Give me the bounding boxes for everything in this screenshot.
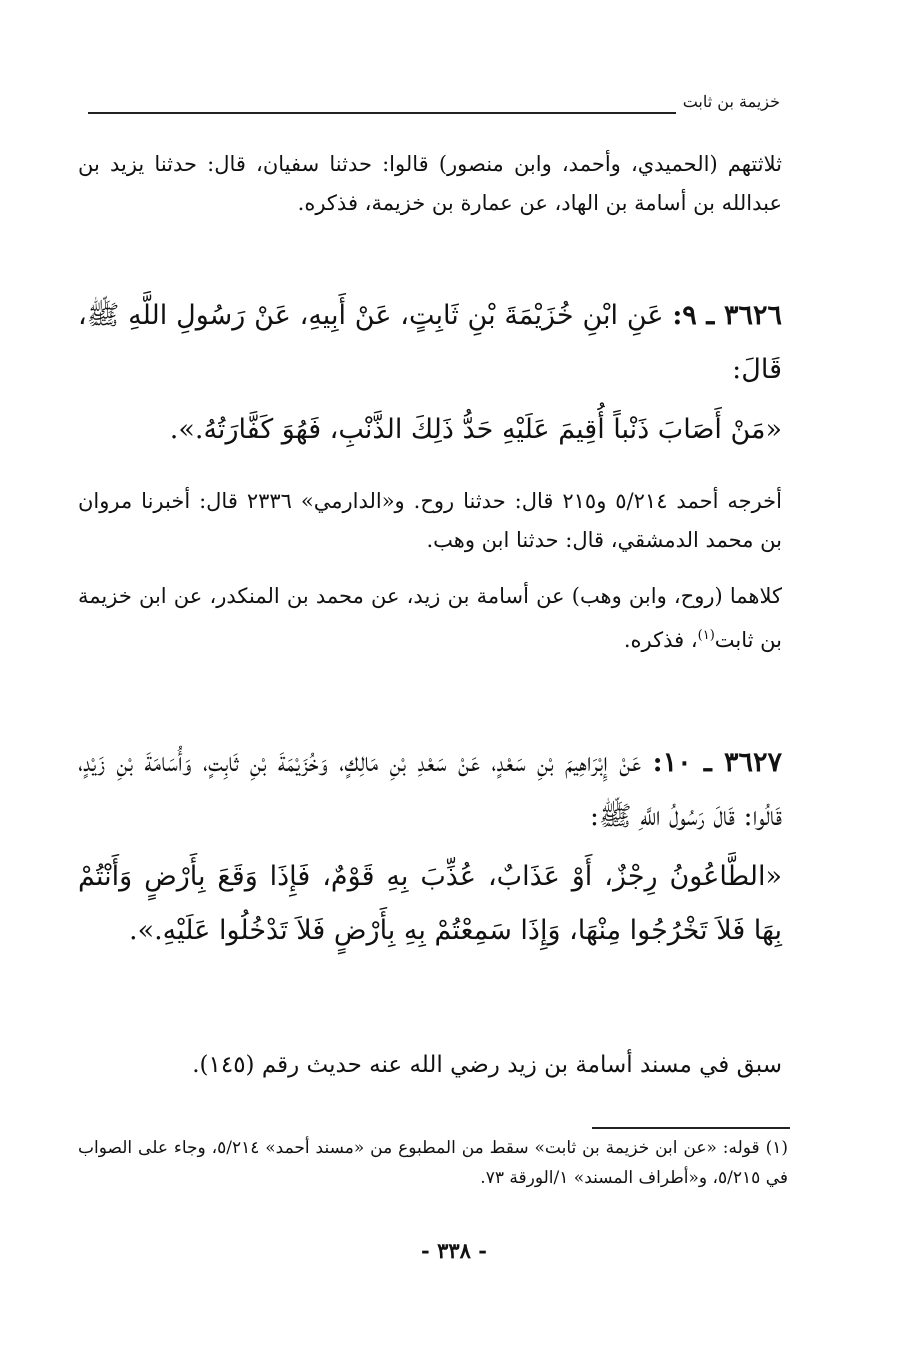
page-number: - ٣٣٨ - xyxy=(421,1238,487,1263)
hadith-10-isnad: عَنْ إِبْرَاهِيمَ بْنِ سَعْدٍ، عَنْ سَعْدِ بْنِ مَالِكٍ، وَخُزَيْمَةَ بْنِ ثَابِتٍ، وَأُسَامَةَ بْنِ زَيْدٍ، قَالُوا: قَالَ رَسُولُ اللَّهِ ﷺ: xyxy=(78,747,782,832)
footnote-marker[interactable]: (١) xyxy=(697,628,715,643)
header-rule xyxy=(88,112,676,114)
paragraph-reference xyxy=(78,1046,782,1085)
chain-tail: ، فذكره. xyxy=(623,628,698,652)
footnote-rule xyxy=(592,1127,790,1129)
footnote: (١) قوله: «عن ابن خزيمة بن ثابت» سقط من المطبوع من «مسند أحمد» ٥/٢١٤، وجاء على الصواب في ٥/٢١٥، و«أطراف المسند» ١/الورقة ٧٣. xyxy=(78,1138,788,1188)
hadith-9-number: ٣٦٢٦ ـ ٩: xyxy=(672,300,782,331)
paragraph-chain-2 xyxy=(78,577,782,660)
hadith-10-text: «الطَّاعُونُ رِجْزٌ، أَوْ عَذَابٌ، عُذِّبَ بِهِ قَوْمٌ، فَإِذَا وَقَعَ بِأَرْضٍ وَأَنْتُمْ بِهَا فَلاَ تَخْرُجُوا مِنْهَا، وَإِذَا سَمِعْتُمْ بِهِ بِأَرْضٍ فَلاَ تَدْخُلُوا عَلَيْهِ.». xyxy=(78,861,782,946)
running-header xyxy=(88,92,780,118)
hadith-9-text: «مَنْ أَصَابَ ذَنْباً أُقِيمَ عَلَيْهِ حَدُّ ذَلِكَ الذَّنْبِ، فَهُوَ كَفَّارَتُهُ.». xyxy=(169,414,782,445)
paragraph-text: سبق في مسند أسامة بن زيد رضي الله عنه حديث رقم (١٤٥). xyxy=(192,1052,782,1078)
hadith-9-intro xyxy=(78,289,782,397)
paragraph-chain-1 xyxy=(78,145,782,223)
running-title: خزيمة بن ثابت xyxy=(682,92,780,111)
paragraph-text xyxy=(78,577,782,660)
paragraph-text: أخرجه أحمد ٥/٢١٤ و٢١٥ قال: حدثنا روح. و«الدارمي» ٢٣٣٦ قال: أخبرنا مروان بن محمد الدمشقي، قال: حدثنا ابن وهب. xyxy=(78,489,782,552)
paragraph-text: ثلاثتهم (الحميدي، وأحمد، وابن منصور) قالوا: حدثنا سفيان، قال: حدثنا يزيد بن عبدالله بن أسامة بن الهاد، عن عمارة بن خزيمة، فذكره. xyxy=(78,152,782,215)
paragraph-takhrij-1 xyxy=(78,482,782,560)
hadith-10-intro xyxy=(78,736,782,844)
hadith-10 xyxy=(78,736,782,958)
chain-text: كلاهما (روح، وابن وهب) عن أسامة بن زيد، عن محمد بن المنكدر، عن ابن خزيمة بن ثابت xyxy=(78,584,782,652)
hadith-10-number: ٣٦٢٧ ـ ١٠: xyxy=(652,747,782,778)
hadith-9-isnad: عَنِ ابْنِ خُزَيْمَةَ بْنِ ثَابِتٍ، عَنْ أَبِيهِ، عَنْ رَسُولِ اللَّهِ ﷺ، قَالَ: xyxy=(78,300,782,385)
hadith-9 xyxy=(78,289,782,457)
